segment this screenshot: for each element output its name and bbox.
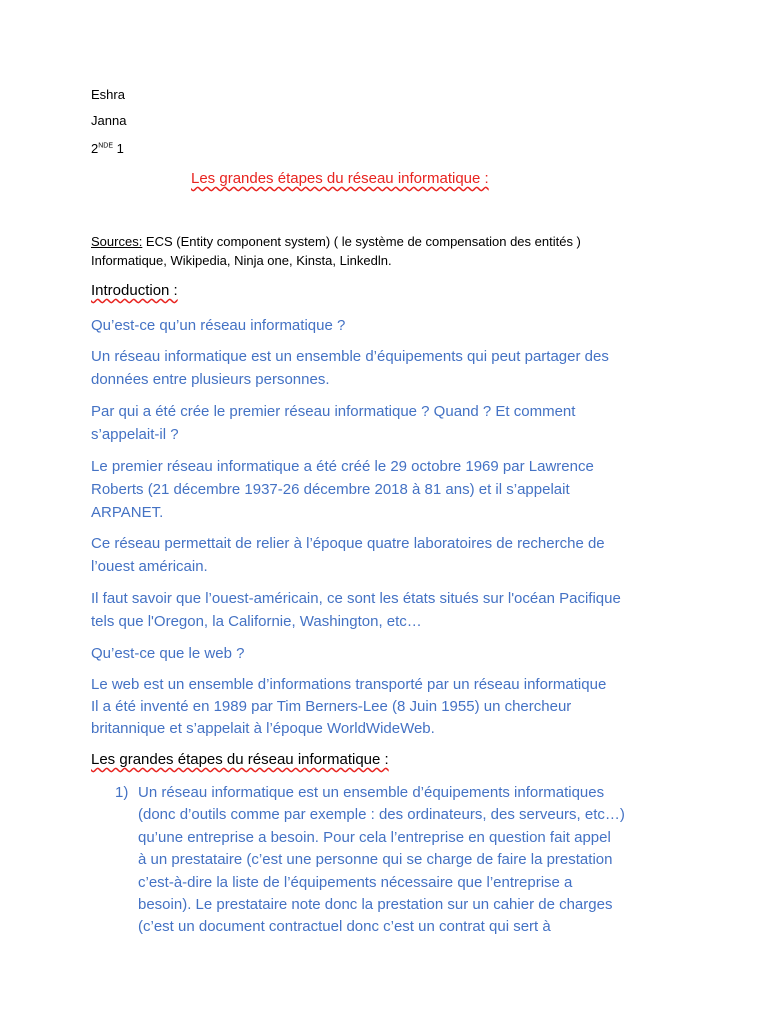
class-group: 1 xyxy=(113,141,124,156)
sources-text: ECS (Entity component system) ( le système de compensation des entités ) xyxy=(142,234,581,249)
list-item: Un réseau informatique est un ensemble d’équipements informatiques (donc d’outils comme par exemple : des ordinateurs, des serveurs, etc…) qu’une entreprise a besoin. Pour cela l’entreprise en question fait appel à un prestataire (c’est une personne qui se charge de faire la prestation c’est-à-dire la liste de l’équipements nécessaire que l’entreprise a besoin). Le prestataire note donc la prestation sur un cahier de charges (c’est un document contractuel donc c’est un contrat qui sert à xyxy=(138,784,625,936)
author-name: Eshra xyxy=(91,87,125,102)
class-superscript: NDE xyxy=(98,142,114,150)
body-paragraph: Il faut savoir que l’ouest-américain, ce sont les états situés sur l'océan Pacifique tels que l'Oregon, la Californie, Washington, etc… xyxy=(91,590,621,630)
answer-paragraph: Le premier réseau informatique a été créé le 29 octobre 1969 par Lawrence Roberts (21 décembre 1937-26 décembre 2018 à 81 ans) et il s’appelait ARPANET. xyxy=(91,458,594,521)
list-number: 1) xyxy=(115,784,129,801)
sources-line-2: Informatique, Wikipedia, Ninja one, Kinsta, Linkedln. xyxy=(91,253,392,268)
introduction-heading: Introduction : xyxy=(91,282,178,299)
author-name: Janna xyxy=(91,113,127,128)
class-number: 2 xyxy=(91,141,99,156)
document-title: Les grandes étapes du réseau informatique : xyxy=(191,170,489,187)
body-paragraph: Ce réseau permettait de relier à l’époque quatre laboratoires de recherche de l’ouest américain. xyxy=(91,535,605,575)
steps-heading: Les grandes étapes du réseau informatique : xyxy=(91,751,389,768)
question-paragraph: Qu’est-ce qu’un réseau informatique ? xyxy=(91,317,346,334)
sources-label: Sources: xyxy=(91,234,143,249)
question-paragraph: Qu’est-ce que le web ? xyxy=(91,645,245,662)
answer-paragraph: Le web est un ensemble d’informations transporté par un réseau informatique Il a été inventé en 1989 par Tim Berners-Lee (8 Juin 1955) un chercheur britannique et s’appelait à l’époque WorldWideWeb. xyxy=(91,676,607,737)
question-paragraph: Par qui a été crée le premier réseau informatique ? Quand ? Et comment s’appelait-il ? xyxy=(91,403,576,443)
class-label xyxy=(91,141,124,157)
sources-line-1 xyxy=(91,234,581,250)
answer-paragraph: Un réseau informatique est un ensemble d’équipements qui peut partager des données entre plusieurs personnes. xyxy=(91,348,609,388)
